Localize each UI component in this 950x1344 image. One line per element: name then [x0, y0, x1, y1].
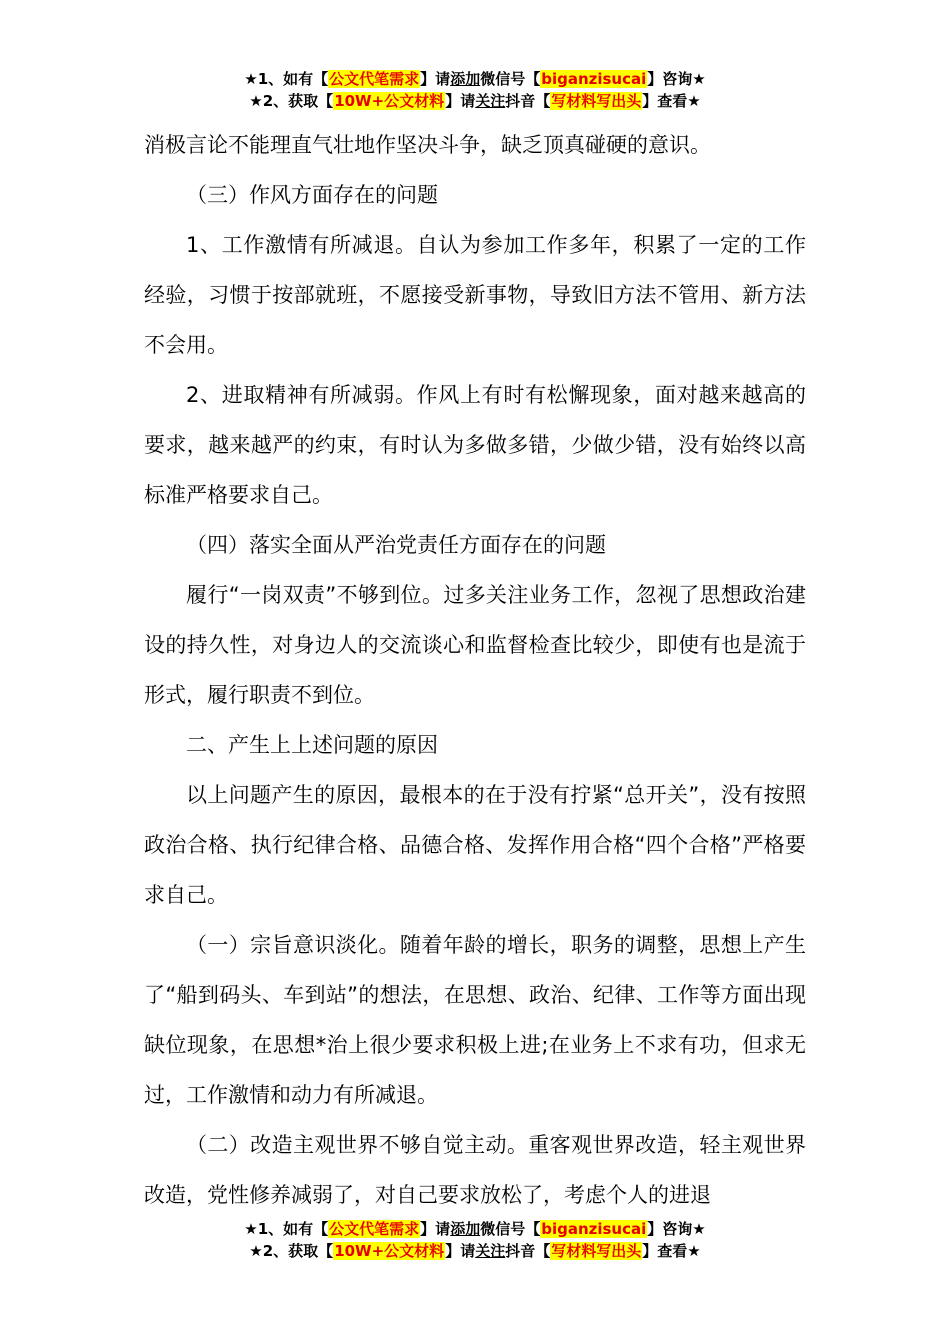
banner-highlight: 10W+公文材料	[334, 92, 445, 110]
header-banner	[0, 68, 950, 112]
paragraph: （二）改造主观世界不够自觉主动。重客观世界改造，轻主观世界改造，党性修养减弱了，对自己要求放松了，考虑个人的进退	[144, 1133, 806, 1207]
banner-highlight: 公文代笔需求	[329, 1220, 420, 1238]
paragraph: 履行“一岗双责”不够到位。过多关注业务工作，忽视了思想政治建设的持久性，对身边人的交流谈心和监督检查比较少，即使有也是流于形式，履行职责不到位。	[144, 583, 806, 707]
banner-text: 微信号【	[480, 70, 541, 88]
star-icon: ★	[244, 1220, 258, 1238]
star-icon: ★	[244, 70, 258, 88]
banner-text: 2、获取【	[262, 92, 334, 110]
section-heading: （四）落实全面从严治党责任方面存在的问题	[186, 533, 606, 557]
banner-text: 抖音【	[505, 1242, 551, 1260]
paragraph-continuation: 消极言论不能理直气壮地作坚决斗争，缺乏顶真碰硬的意识。	[144, 133, 711, 157]
banner-underlined-text: 关注	[475, 92, 506, 110]
banner-text: 】咨询★	[647, 70, 706, 88]
banner-text: 】请	[445, 1242, 476, 1260]
star-icon: ★	[249, 1242, 263, 1260]
banner-highlight: 写材料写出头	[551, 92, 642, 110]
banner-text: 】请	[445, 92, 476, 110]
banner-line-1	[0, 1218, 950, 1240]
banner-text: 1、如有【	[257, 1220, 329, 1238]
footer-banner	[0, 1218, 950, 1262]
paragraph: （一）宗旨意识淡化。随着年龄的增长，职务的调整，思想上产生了“船到码头、车到站”的想法，在思想、政治、纪律、工作等方面出现缺位现象，在思想*治上很少要求积极上进;在业务上不求有功，但求无过，工作激情和动力有所减退。	[144, 933, 806, 1107]
banner-line-2	[0, 90, 950, 112]
banner-text: 】请	[420, 1220, 451, 1238]
banner-underlined-text: 关注	[475, 1242, 506, 1260]
banner-highlight: 公文代笔需求	[329, 70, 420, 88]
paragraph: 以上问题产生的原因，最根本的在于没有拧紧“总开关”，没有按照政治合格、执行纪律合格、品德合格、发挥作用合格“四个合格”严格要求自己。	[144, 783, 806, 907]
banner-text: 2、获取【	[262, 1242, 334, 1260]
banner-line-2	[0, 1240, 950, 1262]
paragraph: 1、工作激情有所减退。自认为参加工作多年，积累了一定的工作经验，习惯于按部就班，不愿接受新事物，导致旧方法不管用、新方法不会用。	[144, 233, 806, 357]
banner-text: 】查看★	[642, 92, 701, 110]
banner-underlined-text: 添加	[450, 1220, 481, 1238]
banner-highlight: biganzisucai	[541, 1220, 647, 1238]
banner-highlight: 写材料写出头	[551, 1242, 642, 1260]
banner-highlight: biganzisucai	[541, 70, 647, 88]
document-body	[144, 120, 806, 1220]
section-heading: 二、产生上上述问题的原因	[186, 733, 438, 757]
banner-text: 抖音【	[505, 92, 551, 110]
banner-line-1	[0, 68, 950, 90]
banner-text: 微信号【	[480, 1220, 541, 1238]
star-icon: ★	[249, 92, 263, 110]
paragraph: 2、进取精神有所减弱。作风上有时有松懈现象，面对越来越高的要求，越来越严的约束，有时认为多做多错，少做少错，没有始终以高标准严格要求自己。	[144, 383, 806, 507]
banner-text: 】咨询★	[647, 1220, 706, 1238]
banner-text: 】请	[420, 70, 451, 88]
banner-text: 】查看★	[642, 1242, 701, 1260]
banner-text: 1、如有【	[257, 70, 329, 88]
banner-highlight: 10W+公文材料	[334, 1242, 445, 1260]
section-heading: （三）作风方面存在的问题	[186, 183, 438, 207]
banner-underlined-text: 添加	[450, 70, 481, 88]
